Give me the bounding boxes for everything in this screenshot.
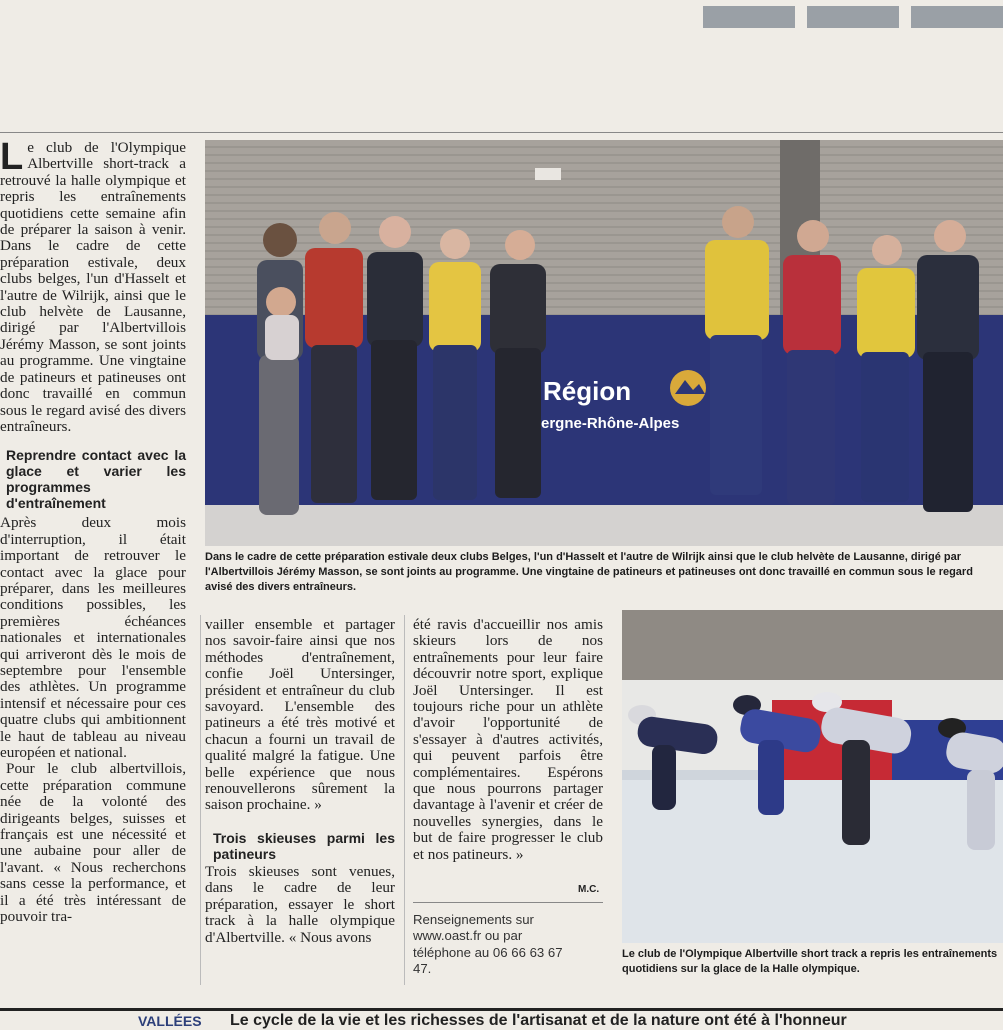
neighbour-bar-2	[807, 6, 899, 28]
subheading-1: Reprendre contact avec la glace et varier les programmes d'entraînement	[6, 447, 186, 512]
photo-caption-1: Dans le cadre de cette préparation estivale deux clubs Belges, l'un d'Hasselt et l'autre de Wilrijk ainsi que le club helvète de Lausanne, dirigé par l'Albertvillois Jérémy Masson, se sont joints au programme. Une vingtaine de patineurs et patineuses ont donc travaillé en commun sous le regard avisé des divers entraîneurs.	[205, 551, 973, 593]
footer-tag: VALLÉES	[138, 1013, 202, 1029]
paragraph-2: Après deux mois d'interruption, il était important de retrouver le contact avec la glace pour préparer, dans les meilleures conditions possibles, les premières échéances nationales et internationales qui arriveront dès le mois de septembre pour l'ensemble des athlètes. Un programme intensif et nécessaire pour ces quatre clubs qui ambitionnent le haut de tableau au niveau européen et national.	[0, 514, 186, 761]
info-rule	[413, 902, 603, 903]
author-signature: M.C.	[578, 884, 600, 895]
subheading-2: Trois skieuses parmi les patineurs	[213, 829, 395, 862]
neighbour-article	[703, 0, 1003, 138]
training-photo	[622, 610, 1003, 943]
col2-paragraph-2: Trois skieuses sont venues, dans le cadre de leur préparation, essayer le short track à la halle olympique d'Albertville. « Nous avons	[205, 862, 395, 946]
intro-text: e club de l'Olympique Albertville short-track a retrouvé la halle olympique et repris les entraînements quotidiens cette semaine afin de préparer la saison à venir. Dans le cadre de cette préparation estivale, deux clubs belges, l'un d'Hasselt et l'autre de Wilrijk, ainsi que le club helvète de Lausanne, dirigé par l'Albertvillois Jérémy Masson, se sont joints au programme. Une vingtaine de patineurs et patineuses ont donc travaillé en commun sous le regard avisé des divers entraîneurs.	[0, 139, 186, 435]
header-rule	[0, 132, 1003, 133]
group-photo-image	[205, 140, 1003, 546]
article-column-1	[0, 136, 186, 926]
column-rule-1	[200, 615, 201, 985]
training-photo-image	[622, 610, 1003, 943]
footer-rule	[0, 1008, 1003, 1011]
footer-text: Le cycle de la vie et les richesses de l'artisanat et de la nature ont été à l'honneur	[230, 1012, 847, 1029]
info-box: Renseignements sur www.oast.fr ou par téléphone au 06 66 63 67 47.	[413, 912, 563, 977]
neighbour-bar-3	[911, 6, 1003, 28]
col3-paragraph-1: été ravis d'accueillir nos amis skieurs lors de nos entraînements pour leur faire découvrir notre sport, explique Joël Untersinger. Il est toujours riche pour un athlète d'avoir l'opportunité de s'essayer à d'autres activités, qui peuvent parfois être complémentaires. Espérons que nous pourrons partager davantage à l'avenir et créer de nouvelles synergies, dans le but de faire progresser le club et nos patineurs. »	[413, 616, 603, 863]
paragraph-3: Pour le club albertvillois, cette préparation commune née de la volonté des dirigeants belges, suisses et français est une nécessité et une aubaine pour aller de l'avant. « Nous recherchons sans cesse la performance, et il a été très intéressant de pouvoir tra-	[0, 760, 186, 926]
banner-subtext: ergne-Rhône-Alpes	[541, 415, 680, 432]
dropcap-letter: L	[0, 136, 24, 178]
banner-text: Région	[543, 376, 632, 406]
column-rule-2	[404, 615, 405, 985]
intro-paragraph	[0, 136, 186, 435]
group-photo	[205, 140, 1003, 546]
col2-paragraph-1: vailler ensemble et partager nos savoir-faire ainsi que nos méthodes d'entraînement, confie Joël Untersinger, président et entraîneur du club savoyard. L'ensemble des patineurs a été très motivé et chacun a fourni un travail de qualité malgré la fatigue. Une belle expérience que nous renouvellerons sûrement la saison prochaine. »	[205, 616, 395, 814]
neighbour-bar-1	[703, 6, 795, 28]
article-column-2	[205, 617, 395, 946]
photo-caption-2: Le club de l'Olympique Albertville short track a repris les entraînements quotidiens sur la glace de la Halle olympique.	[622, 948, 998, 975]
article-column-3	[413, 617, 603, 863]
